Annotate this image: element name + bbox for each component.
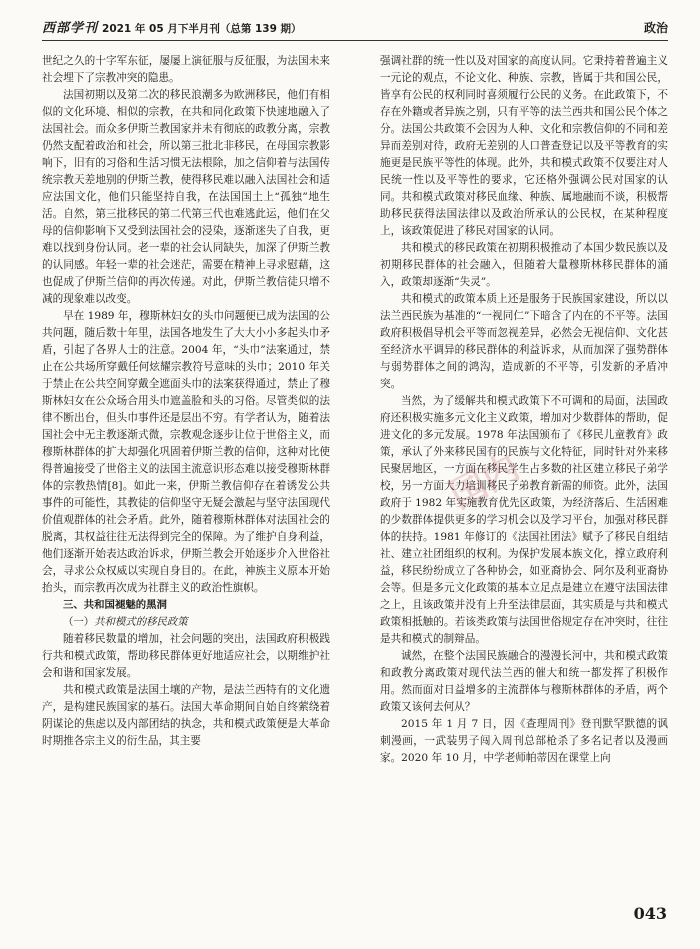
subsection-heading — [42, 614, 330, 631]
masthead — [42, 17, 302, 36]
paragraph: 强调社群的统一性以及对国家的高度认同。它秉持着普遍主义一元论的观点，不论文化、种族、宗教，皆属于共和国公民，皆享有公民的权利同时喜须履行公民的义务。在此政策下，不存在外籍或者异族之别，只有平等的法兰西共和国公民个体之分。法国公共政策不会因为人种、文化和宗教信仰的不同和差异而差别对待，政府无差别的人口普查登记以及平等教育的实施更是民族平等性的体现。此外，共和模式政策不仅要注对人民统一性以及平等性的要求，它还格外强调公民对国家的认同。共和模式政策对移民血缘、种族、属地融而不谈，积极帮助移民获得法国法律以及政治所承认的公民权，在某种程度上，该政策促进了移民对国家的认同。 — [380, 55, 668, 237]
paragraph: 共和模式的移民政策在初期积极推动了本国少数民族以及初期移民群体的社会融入，但随着大量穆斯林移民群体的涌入，政策却逐渐“失灵”。 — [380, 242, 668, 288]
paragraph: 法国初期以及第二次的移民浪潮多为欧洲移民，他们有相似的文化环境、相似的宗教，在共和同化政策下快速地融入了法国社会。而众多伊斯兰教国家并未有彻底的政教分离，宗教仍然支配着政治和社会，所以第三批北非移民，在母国宗教影响下，旧有的习俗和生活习惯无法根除，加之信仰着与法国传统宗教天差地别的伊斯兰教，使得移民难以融入法国社会和适应法国文化，他们只能坚持自我，在法国国土上“孤独”地生活。自然，第三批移民的第二代第三代也难逃此运，他们在父母的信仰影响下又受到法国社会的浸染，逐渐迷失了自我，更难以找到身份认同。老一辈的社会认同缺失，加深了伊斯兰教的认同感。年轻一辈的社会迷茫，需要在精神上寻求慰藉，这也促成了伊斯兰信仰的再次传递。对此，伊斯兰教信徒只增不减的现象难以改变。 — [42, 89, 330, 305]
journal-brand: 西部学刊 — [42, 21, 99, 36]
paragraph: 当然，为了缓解共和模式政策下不可调和的局面，法国政府还积极实施多元文化主义政策，增加对少数群体的帮助，促进文化的多元发展。1978 年法国颁布了《移民儿童教育》政策，承认了外来移民国有的民族与文化特征，同时针对外来移民聚居地区，一方面在移民学生占多数的社区建立移民子弟学校，另一方面大力培训移民子弟教育新需的师资。此外，法国政府于 1982 年实施教育优先区政策，为经济落后、生活困难的少数群体提供更多的学习机会以及学习平台，加强对移民群体的扶持。1981 年修订的《法国社团法》赋予了移民自组结社、建立社团组织的权利。为保护发展本族文化，撑立政府利益，移民纷纷成立了各种协会，如亚裔协会、阿尔及利亚裔协会等。但是多元文化政策的基本立足点是建立在遵守法国法律之上，且该政策并没有上升至法律层面，其实质是与共和模式政策相抵触的。若该类政策与法国世俗规定存在冲突时，往往是共和模式的制辩品。 — [380, 395, 668, 645]
paragraph: 随着移民数量的增加，社会问题的突出，法国政府积极践行共和模式政策，帮助移民群体更好地适应社会，以期维护社会和谐和国家发展。 — [42, 633, 330, 679]
subsection-number: （一） — [63, 616, 95, 628]
page-header — [42, 14, 668, 36]
page-number: 043 — [633, 904, 667, 923]
section-heading: 三、共和国褪魅的黑洞 — [63, 599, 167, 611]
paragraph: 共和模式的政策本质上还是服务于民族国家建设，所以以法兰西民族为基准的“一视同仁”下暗含了内在的不平等。法国政府积极倡导机会平等而忽视差异，必然会无视信仰、文化甚至经济水平调异的移民群体的利益诉求，从而加深了强势群体与弱势群体之间的鸿沟，造成新的不平等，引发新的矛盾冲突。 — [380, 293, 668, 390]
paragraph: 世纪之久的十字军东征，屡屡上演征服与反征服，为法国未来社会埋下了宗教冲突的隐患。 — [42, 55, 330, 84]
paragraph: 诚然，在整个法国民族融合的漫漫长河中，共和模式政策和政教分离政策对现代法兰西的催大和统一都发挥了积极作用。然而面对日益增多的主流群体与穆斯林群体的矛盾，两个政策又该何去何从？ — [380, 650, 668, 713]
issue-info: 2021 年 05 月下半月刊（总第 139 期） — [102, 23, 302, 35]
header-rule — [42, 40, 668, 41]
paragraph: 共和模式政策是法国土壤的产物，是法兰西特有的文化遗产，是构建民族国家的基石。法国大革命期间自始自终萦绕着阴谋论的焦虑以及内部团结的执念，共和模式政策便是大革命时期推各宗主义的衍生品，其主要 — [42, 684, 330, 747]
paragraph: 早在 1989 年，穆斯林妇女的头巾问题便已成为法国的公共问题，随后数十年里，法国各地发生了大大小小多起头巾矛盾，引起了各界人士的注意。2004 年，“头巾”法案通过，禁止在公共场所穿戴任何炫耀宗教符号意味的头巾；2010 年关于禁止在公共空间穿戴全遮面头巾的法案获得通过，禁止了穆斯林妇女在公众场合用头巾遮盖脸和头的习俗。尽管类似的法律不断出台，但头巾事件还是层出不穷。有学者认为，随着法国社会中无主教逐渐式微，宗教观念逐步让位于世俗主义，而穆斯林群体的扩大却强化巩固着伊斯兰教的信仰，这种对比使得普遍接受了世俗主义的法国主流意识形态难以接受穆斯林群体的宗教热情[8]。如此一来，伊斯兰教信仰存在着诱发公共事件的可能性，其教徒的信仰坚守无疑会激起与坚守法国现代价值观群体的社会矛盾。此外，随着穆斯林群体对法国社会的脱离，其权益往往无法得到完全的保障。为了维护自身利益，他们逐渐开始表达政治诉求，伊斯兰教会开始逐步介入世俗社会，寻求公众权威以实现自身目的。在此，神族主义原本开始抬头，而宗教再次成为社群主义的政治性旗帜。 — [42, 310, 330, 594]
section-label: 政治 — [643, 21, 668, 35]
left-column — [42, 53, 330, 893]
subsection-title: 共和模式的移民政策 — [94, 616, 188, 628]
paragraph: 2015 年 1 月 7 日，因《查理周刊》登刊默罕默德的讽刺漫画，一武装男子闯入周刊总部枪杀了多名记者以及漫画家。2020 年 10 月，中学老师帕蒂因在课堂上向 — [380, 718, 668, 764]
watermark: 国内 — [443, 446, 527, 517]
right-column — [380, 53, 668, 893]
